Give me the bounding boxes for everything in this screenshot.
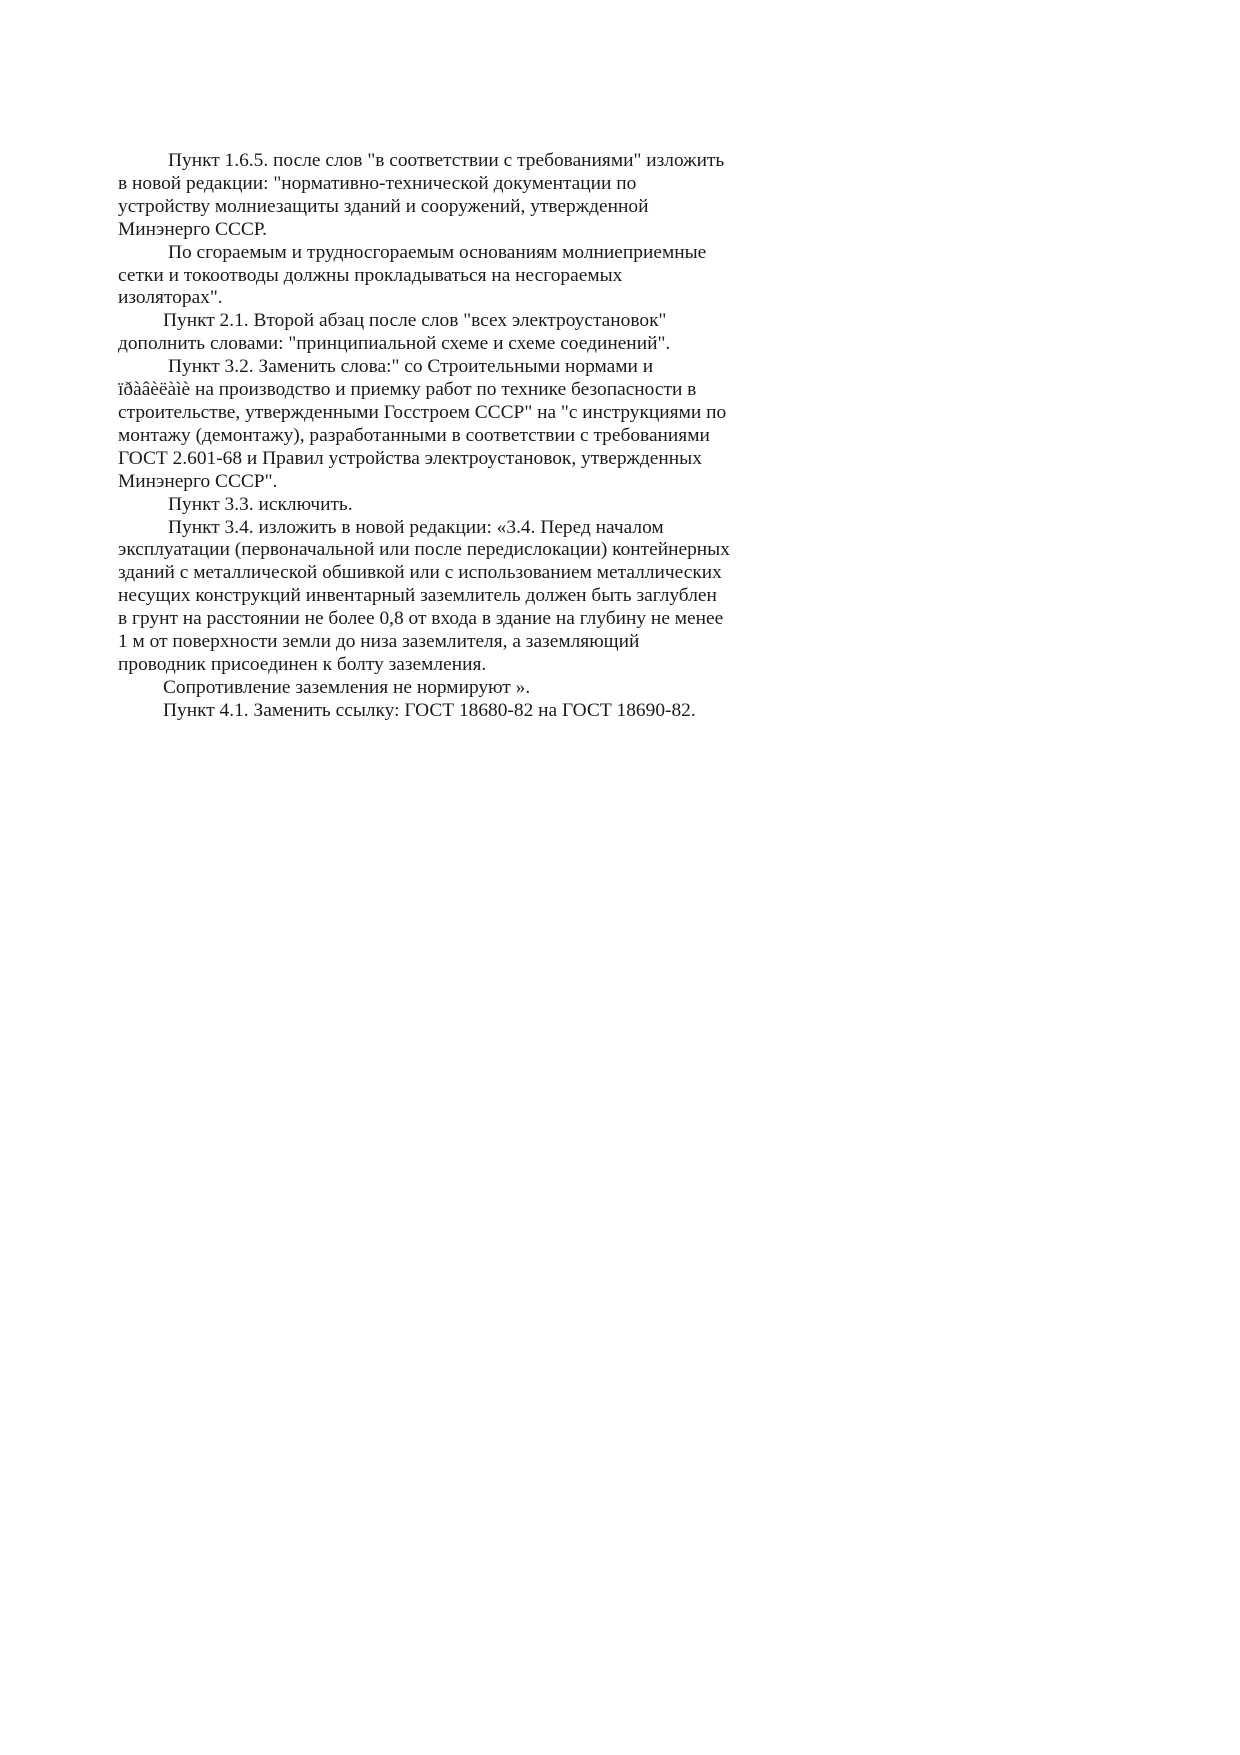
text-line: 1 м от поверхности земли до низа заземлителя, а заземляющий bbox=[118, 631, 640, 653]
text-line: эксплуатации (первоначальной или после передислокации) контейнерных bbox=[118, 539, 730, 561]
text-line: Пункт 3.2. Заменить слова:" со Строительными нормами и bbox=[168, 356, 654, 378]
paragraph-item-3-3 bbox=[118, 494, 798, 517]
text-line: Пункт 3.4. изложить в новой редакции: «3.4. Перед началом bbox=[168, 516, 664, 538]
paragraph-grounding-resistance bbox=[118, 677, 798, 700]
paragraph-item-4-1 bbox=[118, 700, 798, 723]
text-line: Пункт 3.3. исключить. bbox=[168, 493, 353, 515]
paragraph-item-2-1 bbox=[118, 310, 798, 356]
text-line: ГОСТ 2.601-68 и Правил устройства электроустановок, утвержденных bbox=[118, 447, 702, 469]
text-line: Пункт 2.1. Второй абзац после слов "всех электроустановок" bbox=[163, 310, 667, 332]
text-line: ïðàâèëàìè на производство и приемку работ по технике безопасности в bbox=[118, 379, 697, 401]
text-line: сетки и токоотводы должны прокладываться на несгораемых bbox=[118, 264, 623, 286]
text-line: монтажу (демонтажу), разработанными в соответствии с требованиями bbox=[118, 424, 710, 446]
text-line: несущих конструкций инвентарный заземлитель должен быть заглублен bbox=[118, 585, 717, 607]
document-body bbox=[118, 150, 798, 723]
paragraph-item-3-2 bbox=[118, 356, 798, 493]
text-line: строительстве, утвержденными Госстроем СССР" на "с инструкциями по bbox=[118, 401, 727, 423]
text-line: дополнить словами: "принципиальной схеме и схеме соединений". bbox=[118, 333, 671, 355]
paragraph-lightning-grid bbox=[118, 242, 798, 311]
paragraph-item-3-4 bbox=[118, 517, 798, 677]
text-line: Пункт 1.6.5. после слов "в соответствии с требованиями" изложить bbox=[168, 150, 725, 171]
text-line: зданий с металлической обшивкой или с использованием металлических bbox=[118, 562, 722, 584]
text-line: Пункт 4.1. Заменить ссылку: ГОСТ 18680-82 на ГОСТ 18690-82. bbox=[163, 699, 696, 721]
text-line: в новой редакции: "нормативно-технической документации по bbox=[118, 172, 637, 194]
text-line: По сгораемым и трудносгораемым основаниям молниеприемные bbox=[168, 241, 707, 263]
text-line: Сопротивление заземления не нормируют ». bbox=[163, 676, 531, 698]
text-line: устройству молниезащиты зданий и сооружений, утвержденной bbox=[118, 195, 649, 217]
text-line: Минэнерго СССР. bbox=[118, 218, 268, 240]
text-line: проводник присоединен к болту заземления. bbox=[118, 653, 487, 675]
text-line: Минэнерго СССР". bbox=[118, 470, 278, 492]
text-line: изоляторах". bbox=[118, 287, 223, 309]
paragraph-item-1-6-5 bbox=[118, 150, 798, 242]
text-line: в грунт на расстоянии не более 0,8 от входа в здание на глубину не менее bbox=[118, 608, 724, 630]
